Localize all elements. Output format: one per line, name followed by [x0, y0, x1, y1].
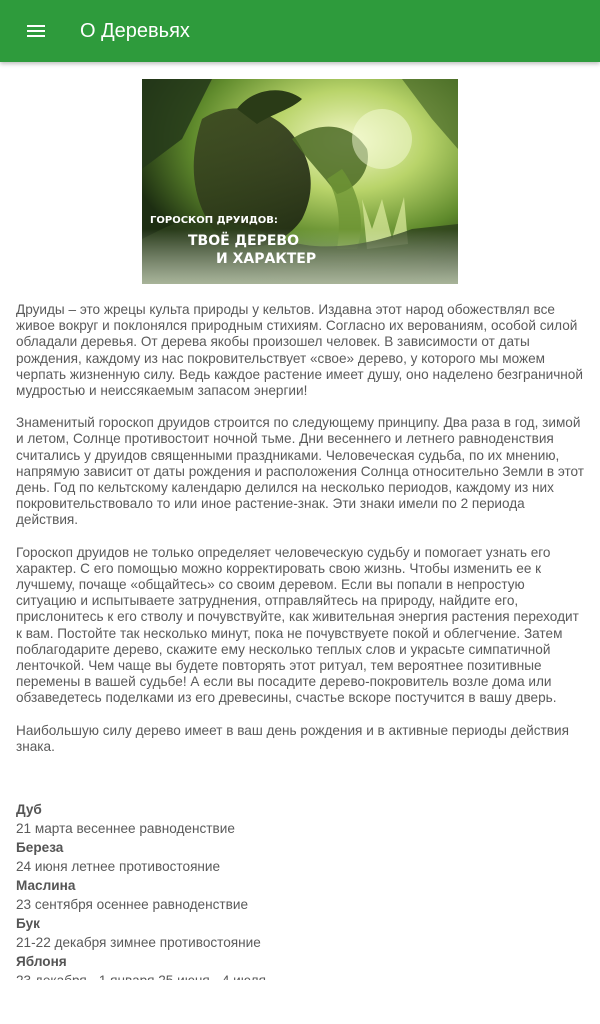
hero-caption-line3: И ХАРАКТЕР [216, 251, 317, 267]
scroll-content[interactable] [0, 62, 600, 980]
page-title: О Деревьях [80, 19, 190, 42]
tree-period: 21 марта весеннее равноденствие [16, 821, 235, 836]
list-item [16, 800, 586, 838]
hero-image [142, 79, 458, 284]
tree-list [16, 800, 586, 990]
article-paragraph: Знаменитый гороскоп друидов строится по следующему принципу. Два раза в год, зимой и летом, Солнце противостоит ночной тьме. Дни весеннего и летнего равноденствия считались у друидов священными праздниками. Человеческая судьба, по их мнению, напрямую зависит от даты рождения и расположения Солнца относительно Земли в этот день. Год по кельтскому календарю делился на несколько периодов, каждому из них покровительствовало то или иное растение-знак. Эти знаки имели по 2 периода действия. [16, 415, 585, 528]
list-item [16, 914, 586, 952]
hero-caption-line2: ТВОЁ ДЕРЕВО [188, 233, 299, 249]
tree-name: Яблоня [16, 954, 67, 969]
bottom-area [0, 980, 600, 1024]
app-bar [0, 0, 600, 62]
tree-name: Береза [16, 840, 64, 855]
list-item [16, 876, 586, 914]
tree-name: Бук [16, 916, 40, 931]
tree-name: Маслина [16, 878, 76, 893]
tree-period: 24 июня летнее противостояние [16, 859, 221, 874]
tree-period: 23 сентября осеннее равноденствие [16, 897, 249, 912]
menu-button[interactable] [18, 13, 54, 49]
article-text [16, 302, 586, 787]
article-paragraph: Гороскоп друидов не только определяет человеческую судьбу и помогает узнать его характер. С его помощью можно корректировать свою жизнь. Чтобы изменить ее к лучшему, почаще «общайтесь» со своим деревом. Если вы попали в непростую ситуацию и испытываете затруднения, отправляйтесь на природу, найдите его, прислонитесь к его стволу и почувствуйте, как живительная энергия растения переходит к вам. Постойте так несколько минут, пока не почувствуете покой и облегчение. Затем поблагодарите дерево, скажите ему несколько теплых слов и украсьте симпатичной ленточкой. Чем чаще вы будете повторять этот ритуал, тем вероятнее позитивные перемены в вашей судьбе! А если вы посадите дерево-покровитель возле дома или обзаведетесь поделками из его древесины, счастье вскоре постучится в вашу дверь. [16, 544, 579, 706]
tree-name: Дуб [16, 802, 42, 817]
tree-period: 21-22 декабря зимнее противостояние [16, 935, 261, 950]
hero-caption-line1: ГОРОСКОП ДРУИДОВ: [150, 215, 278, 226]
list-item [16, 838, 586, 876]
article-paragraph: Друиды – это жрецы культа природы у кельтов. Издавна этот народ обожествлял все живое вокруг и поклонялся природным стихиям. Согласно их верованиям, особой силой обладали деревья. От дерева якобы произошел человек. В зависимости от даты рождения, каждому из нас покровительствует «свое» дерево, у которого мы можем черпать жизненную силу. Ведь каждое растение имеет душу, оно наделено безграничной мудростью и неиссякаемым запасом энергии! [16, 302, 583, 399]
article-paragraph: Наибольшую силу дерево имеет в ваш день рождения и в активные периоды действия знака. [16, 722, 569, 754]
hamburger-menu-icon [26, 23, 46, 39]
